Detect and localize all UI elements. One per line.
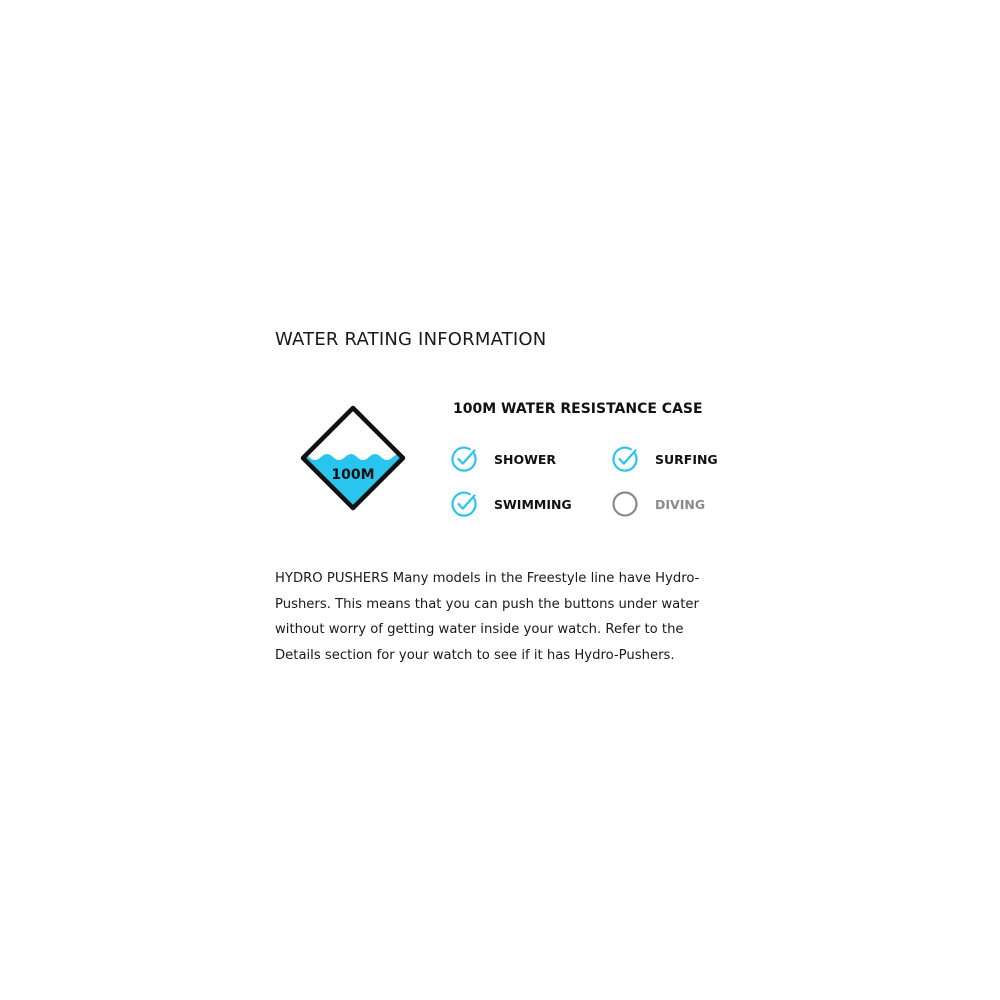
section-title: WATER RATING INFORMATION — [275, 329, 547, 350]
activity-surfing — [611, 445, 718, 473]
check-circle-icon — [611, 445, 639, 473]
water-level-diamond-icon — [297, 402, 409, 514]
check-circle-icon — [450, 490, 478, 518]
activity-shower — [450, 445, 556, 473]
water-rating-badge — [297, 402, 409, 514]
empty-circle-icon — [611, 490, 639, 518]
activity-label: SWIMMING — [494, 496, 572, 512]
check-circle-icon — [450, 445, 478, 473]
activity-swimming — [450, 490, 572, 518]
rating-heading: 100M WATER RESISTANCE CASE — [453, 401, 703, 417]
activity-label: DIVING — [655, 496, 706, 512]
activity-label: SURFING — [655, 451, 718, 467]
description-text: HYDRO PUSHERS Many models in the Freestyle line have Hydro-Pushers. This means that you can push the buttons under water without worry of getting water inside your watch. Refer to the Details section for your watch to see if it has Hydro-Pushers. — [275, 571, 700, 663]
activity-label: SHOWER — [494, 451, 557, 467]
badge-label: 100M — [331, 467, 375, 483]
activity-diving — [611, 490, 705, 518]
